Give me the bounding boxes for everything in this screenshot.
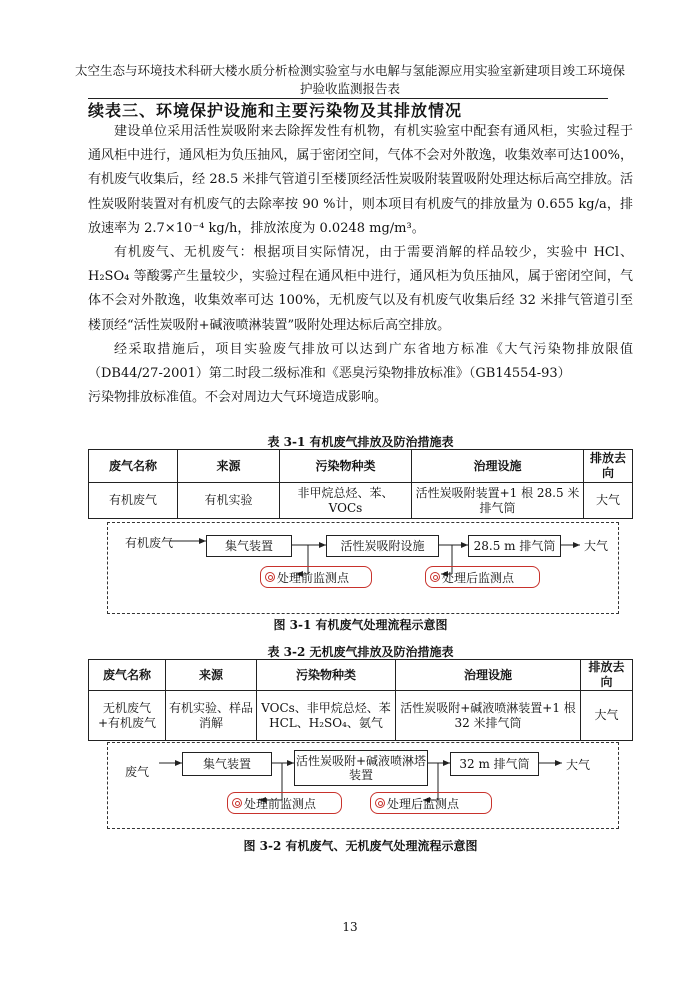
table1-cell: 有机实验: [178, 483, 280, 519]
monitor-point-icon: [265, 572, 275, 582]
flow2-output-label: 大气: [566, 758, 591, 772]
header-line-1: 太空生态与环境技术科研大楼水质分析检测实验室与水电解与氢能源应用实验室新建项目竣工环境保: [74, 63, 625, 78]
flow1-monitor-after-label: 处理后监测点: [442, 570, 515, 585]
table2-header-cell: 废气名称: [89, 660, 166, 691]
flow2-monitor-after-label: 处理后监测点: [387, 796, 460, 811]
table1-header-cell: 排放去向: [584, 450, 633, 483]
paragraph-3: 经采取措施后，项目实验废气排放可以达到广东省地方标准《大气污染物排放限值（DB44/27-2001）第二时段二级标准和《恶臭污染物排放标准》（GB14554-93）: [88, 341, 633, 382]
flow2-input-label: 废气: [125, 765, 150, 779]
header-line-2: 护验收监测报告表: [299, 81, 400, 96]
monitor-point-icon: [232, 798, 242, 808]
table2-cell: 有机实验、样品消解: [166, 691, 257, 741]
flow2-monitor-before: [227, 792, 342, 814]
table1-header-cell: 治理设施: [412, 450, 584, 483]
table2-cell: 无机废气+有机废气: [89, 691, 166, 741]
table-row: [89, 691, 633, 741]
monitor-point-icon: [375, 798, 385, 808]
paragraph-2: 有机废气、无机废气：根据项目实际情况，由于需要消解的样品较少，实验中 HCl、H₂SO₄ 等酸雾产生量较少，实验过程在通风柜中进行，通风柜为负压抽风，属于密闭空间，气体不会对外散逸，收集效率可达 100%，无机废气以及有机废气收集后经 32 米排气管道引至楼顶经“活性炭吸附+碱液喷淋装置”吸附处理达标后高空排放。: [88, 245, 633, 333]
figure2-caption: 图 3-2 有机废气、无机废气处理流程示意图: [243, 839, 478, 853]
flow2-collector-box: 集气装置: [182, 752, 272, 776]
table1-caption: 表 3-1 有机废气排放及防治措施表: [267, 435, 454, 449]
table1-cell: 活性炭吸附装置+1 根 28.5 米排气筒: [412, 483, 584, 519]
table1-header-cell: 污染物种类: [280, 450, 412, 483]
flow2-monitor-before-label: 处理前监测点: [244, 796, 317, 811]
table2-caption: 表 3-2 无机废气排放及防治措施表: [267, 645, 454, 659]
flow1-output-label: 大气: [584, 539, 609, 553]
paragraph-3-cont: 污染物排放标准值。不会对周边大气环境造成影响。: [88, 390, 388, 406]
table2-header-cell: 治理设施: [396, 660, 581, 691]
table2-header-cell: 排放去向: [581, 660, 633, 691]
table2-header-cell: 污染物种类: [257, 660, 396, 691]
figure1-caption: 图 3-1 有机废气处理流程示意图: [273, 618, 448, 632]
flow1-carbon-box: 活性炭吸附设施: [326, 535, 439, 557]
paragraph-1: 建设单位采用活性炭吸附来去除挥发性有机物，有机实验室中配套有通风柜，实验过程于通风柜中进行，通风柜为负压抽风，属于密闭空间，气体不会对外散逸，收集效率可达100%，有机废气收集后，经 28.5 米排气管道引至楼顶经活性炭吸附装置吸附处理达标后高空排放。活性炭吸附装置对有机废气的去除率按 90 %计，则本项目有机废气的排放量为 0.655 kg/a，排放速率为 2.7×10⁻⁴ kg/h，排放浓度为 0.0248 mg/m³。: [88, 124, 633, 236]
table2-header-cell: 来源: [166, 660, 257, 691]
flow2-stack-box: 32 m 排气筒: [450, 752, 539, 776]
flow1-input-label: 有机废气: [125, 536, 174, 550]
section-title: 续表三、环境保护设施和主要污染物及其排放情况: [88, 101, 463, 120]
table2-header-row: [89, 660, 633, 691]
table2-cell: 活性炭吸附+碱液喷淋装置+1 根 32 米排气筒: [396, 691, 581, 741]
flow1-monitor-after: [425, 566, 540, 588]
flow1-stack-box: 28.5 m 排气筒: [468, 535, 561, 557]
flow1-collector-box: 集气装置: [206, 535, 292, 557]
flow2-monitor-after: [370, 792, 492, 814]
flow1-monitor-before: [260, 566, 372, 588]
table2-cell: 大气: [581, 691, 633, 741]
table2-cell: VOCs、非甲烷总烃、苯 HCL、H₂SO₄、氨气: [257, 691, 396, 741]
table1-header-cell: 废气名称: [89, 450, 178, 483]
flow1-monitor-before-label: 处理前监测点: [277, 570, 350, 585]
table1-cell: 大气: [584, 483, 633, 519]
page-number: 13: [342, 920, 358, 934]
table2: [88, 659, 633, 741]
monitor-point-icon: [430, 572, 440, 582]
flow2-carbon-scrubber-box: 活性炭吸附+碱液喷淋塔装置: [294, 750, 428, 786]
table1-cell: 非甲烷总烃、苯、VOCs: [280, 483, 412, 519]
table1-header-cell: 来源: [178, 450, 280, 483]
table1-cell: 有机废气: [89, 483, 178, 519]
